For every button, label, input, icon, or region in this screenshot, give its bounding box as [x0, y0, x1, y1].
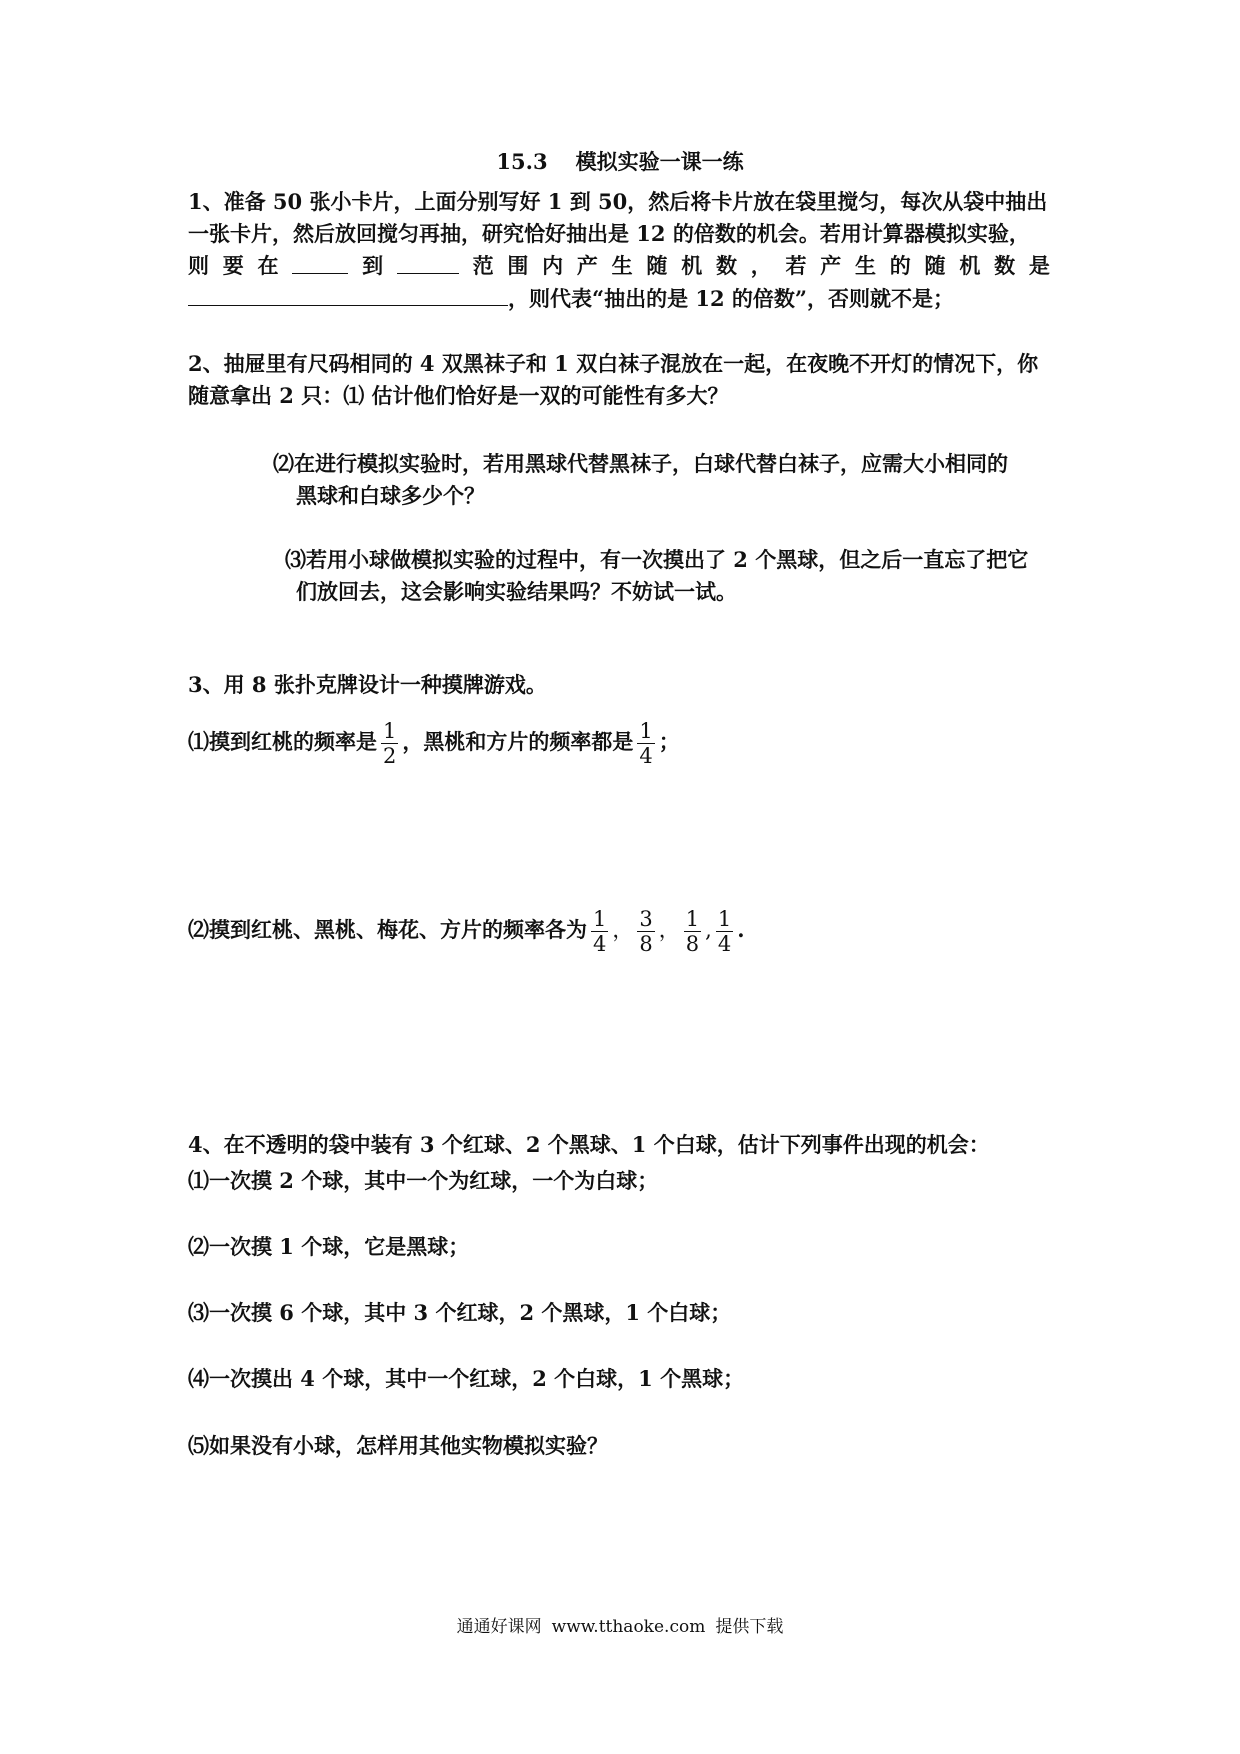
q1-word: 随	[924, 253, 946, 278]
q3-sub1-text-pre: ⑴摸到红桃的频率是	[188, 729, 377, 754]
q1-line-4	[188, 283, 954, 314]
fraction-denominator: 4	[593, 932, 607, 956]
q2-line-1: 2、抽屉里有尺码相同的 4 双黑袜子和 1 双白袜子混放在一起，在夜晚不开灯的情况下，你	[188, 351, 1039, 376]
q1-word: 在	[257, 253, 279, 278]
q1-line-2: 一张卡片，然后放回搅匀再抽，研究恰好抽出是 12 的倍数的机会。若用计算器模拟实验，	[188, 221, 1030, 246]
q1-word: 机	[959, 253, 981, 278]
q1-line-1: 1、准备 50 张小卡片，上面分别写好 1 到 50，然后将卡片放在袋里搅匀，每次从袋中抽出	[188, 189, 1048, 214]
fraction-denominator: 4	[717, 932, 732, 956]
q4-item-4: ⑷一次摸出 4 个球，其中一个红球，2 个白球，1 个黑球；	[188, 1366, 745, 1391]
q4-line-1: 4、在不透明的袋中装有 3 个红球、2 个黑球、1 个白球，估计下列事件出现的机会：	[188, 1132, 990, 1157]
q1-word: 则	[188, 253, 209, 278]
fraction-clubs	[684, 907, 701, 956]
q4-item-3: ⑶一次摸 6 个球，其中 3 个红球，2 个黑球，1 个白球；	[188, 1300, 732, 1325]
q1-word: 生	[855, 253, 877, 278]
q3-sub2-text-pre: ⑵摸到红桃、黑桃、梅花、方片的频率各为	[188, 917, 587, 942]
q1-word: 机	[681, 253, 703, 278]
q3-sub1	[188, 716, 680, 768]
fraction-separator: ，	[612, 918, 634, 942]
page-footer	[0, 1612, 1240, 1637]
footer-url[interactable]: www.tthaoke.com	[551, 1617, 706, 1637]
fraction-separator: ，	[658, 918, 680, 942]
q1-word: 数	[994, 253, 1016, 278]
q4-item-2: ⑵一次摸 1 个球，它是黑球；	[188, 1234, 470, 1259]
footer-site-name: 通通好课网	[456, 1617, 542, 1637]
fraction-one-half	[381, 719, 398, 768]
q2-sub2-line-2: 黑球和白球多少个？	[296, 483, 485, 508]
q2-sub3-line-1: ⑶若用小球做模拟实验的过程中，有一次摸出了 2 个黑球，但之后一直忘了把它	[285, 547, 1029, 572]
q1-word: 数	[715, 253, 737, 278]
q1-word: 要	[222, 253, 244, 278]
fraction-numerator: 1	[685, 907, 700, 931]
q4-item-1: ⑴一次摸 2 个球，其中一个为红球，一个为白球；	[188, 1168, 659, 1193]
page-title	[0, 146, 1240, 176]
fraction-denominator: 2	[383, 744, 397, 768]
fraction-denominator: 8	[685, 932, 700, 956]
q3-line-1: 3、用 8 张扑克牌设计一种摸牌游戏。	[188, 672, 547, 697]
q1-word: 内	[542, 253, 564, 278]
fraction-numerator: 1	[639, 719, 653, 743]
q2-line-2: 随意拿出 2 只：⑴ 估计他们恰好是一双的可能性有多大？	[188, 383, 729, 408]
fraction-hearts	[591, 907, 608, 956]
section-title: 模拟实验一课一练	[575, 149, 744, 174]
footer-suffix: 提供下载	[715, 1617, 784, 1637]
q2-sub2-line-1: ⑵在进行模拟实验时，若用黑球代替黑袜子，白球代替白袜子，应需大小相同的	[273, 451, 1008, 476]
fraction-diamonds	[716, 907, 733, 956]
q1-word: 产	[820, 253, 842, 278]
q1-word: 围	[507, 253, 529, 278]
fraction-denominator: 4	[639, 744, 653, 768]
q1-word: 到	[362, 253, 384, 278]
q1-word: 随	[646, 253, 668, 278]
fraction-one-quarter	[637, 719, 654, 768]
fraction-numerator: 1	[593, 907, 607, 931]
q3-sub2	[188, 904, 745, 956]
q3-sub2-text-end: .	[737, 917, 745, 942]
q1-word: 产	[576, 253, 598, 278]
section-number: 15.3	[496, 149, 548, 174]
q1-blank-range-start[interactable]	[292, 251, 348, 274]
q4-item-5: ⑸如果没有小球，怎样用其他实物模拟实验？	[188, 1433, 608, 1458]
fraction-numerator: 1	[383, 719, 397, 743]
q1-blank-condition[interactable]	[188, 283, 508, 306]
q1-word: 是	[1028, 253, 1050, 278]
q2-sub3-line-2: 们放回去，这会影响实验结果吗？不妨试一试。	[296, 579, 737, 604]
q1-line-4-text: ，则代表“抽出的是 12 的倍数”，否则就不是；	[508, 286, 955, 311]
q1-line-3	[188, 251, 1050, 281]
fraction-numerator: 3	[639, 907, 653, 931]
q1-word: ，	[750, 253, 772, 278]
q1-word: 生	[611, 253, 633, 278]
q1-blank-range-end[interactable]	[397, 251, 459, 274]
fraction-denominator: 8	[639, 932, 653, 956]
q3-sub1-text-mid: ，黑桃和方片的频率都是	[402, 729, 634, 754]
fraction-numerator: 1	[717, 907, 732, 931]
fraction-spades	[637, 907, 654, 956]
q1-word: 若	[785, 253, 807, 278]
q1-word: 范	[472, 253, 494, 278]
q1-word: 的	[889, 253, 911, 278]
q3-sub1-text-end: ；	[658, 729, 680, 754]
fraction-separator: ,	[705, 918, 712, 942]
